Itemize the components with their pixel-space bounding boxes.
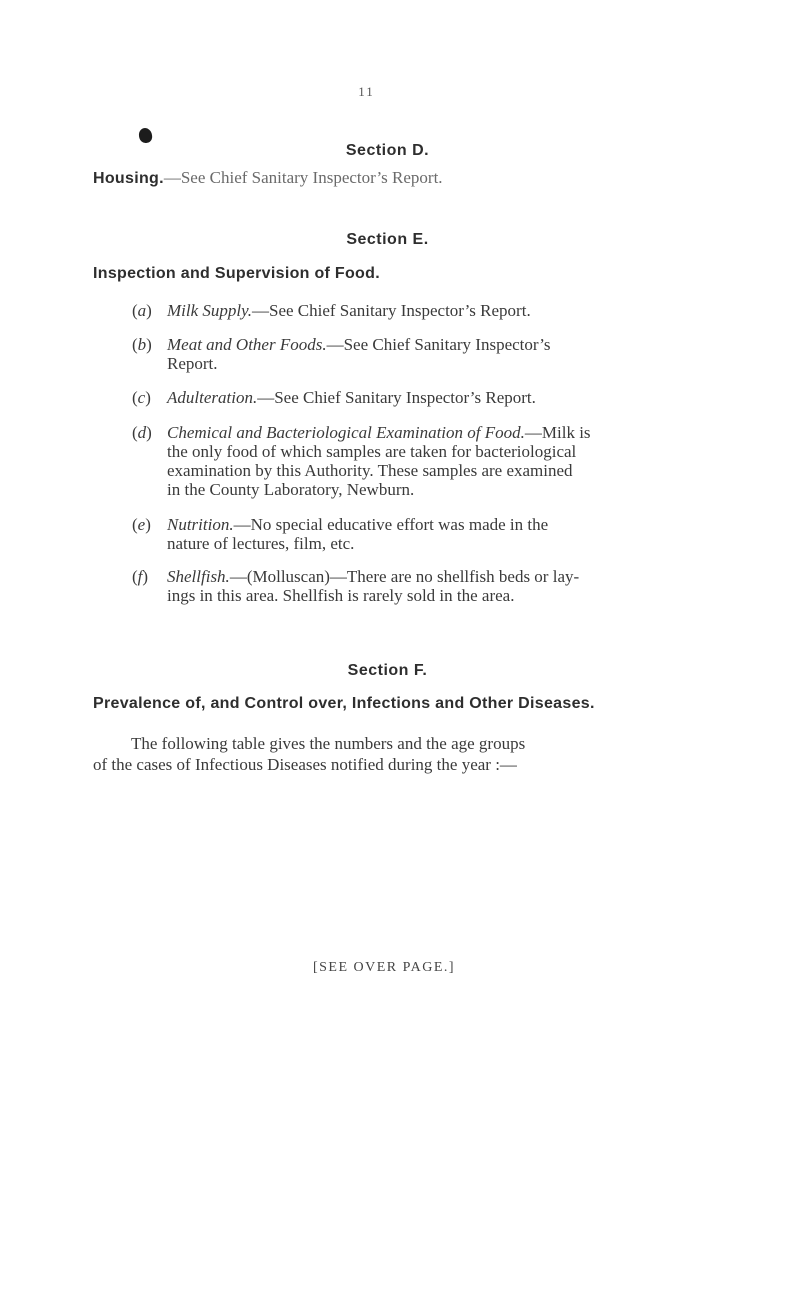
item-line: —Milk is (524, 423, 591, 442)
item-line: the only food of which samples are taken for bacteriological (167, 442, 577, 461)
see-over-page-note: [SEE OVER PAGE.] (312, 960, 456, 975)
food-item-adulteration (132, 388, 692, 410)
food-item-milk-supply (132, 301, 692, 323)
item-letter: a (137, 301, 147, 320)
food-item-meat-other-foods (132, 335, 692, 377)
item-body (167, 567, 697, 605)
food-item-chemical-bacteriological (132, 423, 692, 503)
item-title: Meat and Other Foods. (167, 335, 327, 354)
item-mark: (f) (132, 567, 149, 586)
item-title: Shellfish. (167, 567, 230, 586)
housing-label: Housing. (93, 170, 164, 187)
section-e-subheading: Inspection and Supervision of Food. (93, 265, 380, 282)
item-letter: f (137, 567, 143, 586)
item-mark: (b) (132, 335, 152, 354)
item-line: Report. (167, 354, 218, 373)
item-mark: (c) (132, 388, 151, 407)
item-letter: d (137, 423, 147, 442)
item-line: ings in this area. Shellfish is rarely sold in the area. (167, 586, 515, 605)
section-e-heading: Section E. (346, 231, 429, 248)
item-line: in the County Laboratory, Newburn. (167, 480, 415, 499)
item-line: —(Molluscan)—There are no shellfish beds or lay- (229, 567, 580, 586)
item-mark: (e) (132, 515, 151, 534)
item-line: —See Chief Sanitary Inspector’s Report. (257, 388, 536, 407)
item-title: Milk Supply. (167, 301, 252, 320)
paragraph-line: of the cases of Infectious Diseases notified during the year :— (93, 755, 517, 774)
item-body (167, 423, 697, 499)
food-item-shellfish (132, 567, 692, 609)
housing-line (93, 168, 443, 188)
item-letter: e (137, 515, 146, 534)
item-body (167, 388, 697, 407)
item-mark: (d) (132, 423, 152, 442)
item-body (167, 335, 697, 373)
section-d-heading: Section D. (345, 142, 430, 159)
item-letter: b (137, 335, 147, 354)
food-item-nutrition (132, 515, 692, 557)
housing-text: —See Chief Sanitary Inspector’s Report. (163, 168, 443, 187)
section-f-paragraph (93, 733, 713, 775)
item-line: examination by this Authority. These samples are examined (167, 461, 573, 480)
item-title: Adulteration. (167, 388, 258, 407)
item-line: nature of lectures, film, etc. (167, 534, 355, 553)
item-body (167, 515, 697, 553)
item-letter: c (137, 388, 146, 407)
item-title: Chemical and Bacteriological Examination of Food. (167, 423, 525, 442)
item-mark: (a) (132, 301, 152, 320)
paragraph-line: The following table gives the numbers and the age groups (131, 734, 526, 753)
item-line: —See Chief Sanitary Inspector’s Report. (251, 301, 531, 320)
section-f-heading: Section F. (347, 662, 428, 679)
item-line: —No special educative effort was made in the (233, 515, 549, 534)
page-number: 11 (358, 84, 375, 99)
item-title: Nutrition. (167, 515, 234, 534)
item-line: —See Chief Sanitary Inspector’s (326, 335, 551, 354)
item-body (167, 301, 697, 320)
section-f-subheading: Prevalence of, and Control over, Infections and Other Diseases. (93, 695, 595, 712)
